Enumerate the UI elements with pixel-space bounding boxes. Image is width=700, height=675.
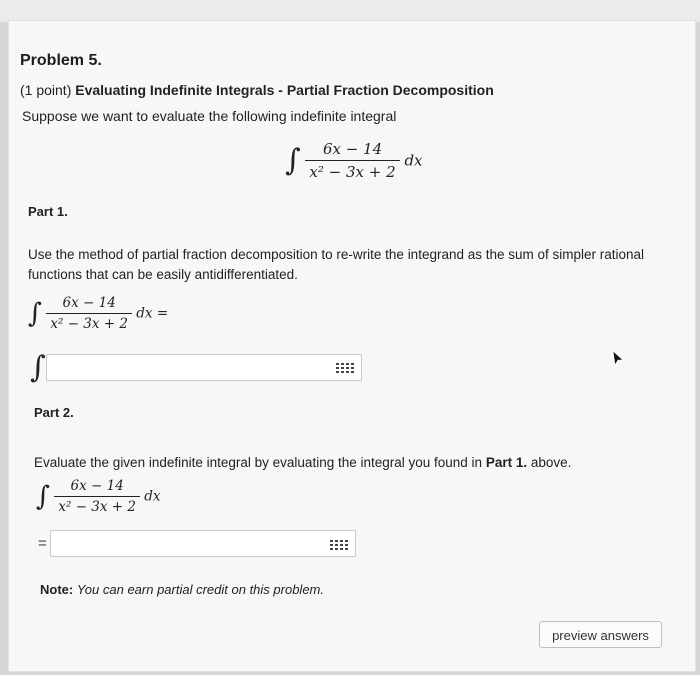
problem-title: Problem 5. (20, 52, 102, 69)
integral-sign: ∫ (285, 143, 301, 178)
problem-points: (1 point) (20, 82, 72, 98)
part1-instruction-line1: Use the method of partial fraction decomposition to re-write the integrand as the sum of simpler rational (28, 247, 645, 262)
problem-heading: Evaluating Indefinite Integrals - Partial Fraction Decomposition (75, 82, 494, 98)
part2-equation (36, 478, 161, 515)
partial-credit-note (40, 582, 324, 597)
integrand-numerator: 6x − 14 (305, 140, 399, 161)
part1-dx-equals: dx = (136, 305, 169, 322)
note-label: Note: (40, 582, 74, 597)
part2-fraction (54, 478, 140, 515)
browser-top-strip (0, 0, 700, 22)
integral-sign: ∫ (30, 350, 46, 385)
part1-denominator: x² − 3x + 2 (50, 316, 128, 332)
integral-dx: dx (404, 151, 423, 170)
mouse-pointer-icon (611, 350, 625, 366)
integrand-fraction (305, 140, 399, 181)
integral-sign: ∫ (28, 298, 43, 329)
part2-denominator: x² − 3x + 2 (58, 499, 136, 515)
part1-numerator: 6x − 14 (46, 295, 132, 314)
part2-numerator: 6x − 14 (54, 478, 140, 497)
integral-sign: ∫ (36, 481, 51, 512)
part2-label: Part 2. (34, 405, 74, 420)
part1-fraction (46, 295, 132, 332)
problem-intro: Suppose we want to evaluate the following indefinite integral (22, 108, 397, 124)
part2-instruction-ref: Part 1. (485, 455, 528, 470)
part2-answer-input[interactable] (50, 530, 356, 557)
part2-instruction-suffix: above. (530, 455, 572, 470)
integrand-denominator: x² − 3x + 2 (309, 163, 396, 181)
matrix-grid-icon[interactable] (328, 538, 352, 556)
part1-answer-integral (30, 350, 46, 385)
part1-instruction-line2: functions that can be easily antidifferentiated. (28, 267, 298, 282)
part2-dx: dx (144, 488, 161, 505)
note-text: You can earn partial credit on this problem. (76, 582, 324, 597)
part1-answer-input[interactable] (46, 354, 362, 381)
part2-instruction (34, 455, 571, 470)
part1-label: Part 1. (28, 204, 68, 219)
part2-instruction-prefix: Evaluate the given indefinite integral by evaluating the integral you found in (34, 455, 483, 470)
part1-equation (28, 295, 168, 332)
main-integral (285, 140, 423, 181)
matrix-grid-icon[interactable] (334, 361, 358, 379)
part2-equals-sign: = (38, 535, 47, 552)
problem-heading-line (20, 82, 494, 98)
preview-answers-button[interactable]: preview answers (539, 621, 662, 648)
